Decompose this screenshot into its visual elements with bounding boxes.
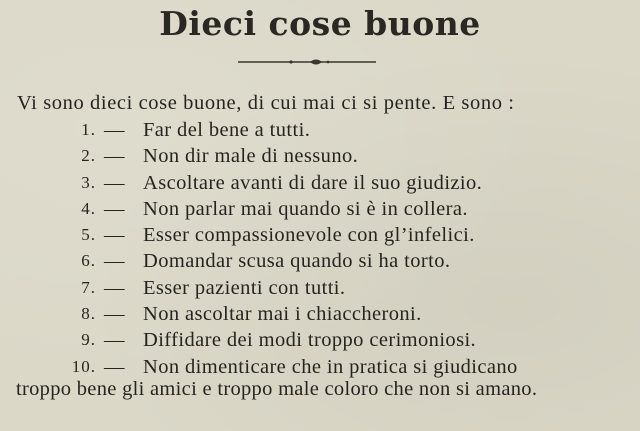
item-text: Far del bene a tutti. [143,119,311,141]
item-dash: — [104,276,125,299]
ornament-divider [236,55,378,69]
item-number: 6. [81,251,96,271]
item-dash: — [104,355,125,378]
item-number: 1. [81,120,96,139]
item-text: Non ascoltar mai i chiaccheroni. [143,303,422,326]
item-number: 10. [71,356,96,376]
item-text: Ascoltare avanti di dare il suo giudizio. [143,171,483,194]
item-number: 9. [81,330,96,350]
intro-text: Vi sono dieci cose buone, di cui mai ci si pente. E sono : [17,92,515,114]
item-dash: — [104,224,125,247]
item-text: Non dimenticare che in pratica si giudicano [143,355,518,378]
item-text: Esser pazienti con tutti. [143,276,346,299]
item-number: 3. [81,172,96,192]
item-text: Non dir male di nessuno. [143,145,359,168]
item-number: 8. [81,304,96,324]
item-dash: — [104,329,125,352]
item-text: Esser compassionevole con gl’infelici. [143,224,475,247]
item-number: 5. [81,225,96,245]
item-number: 2. [81,146,96,166]
item-number: 4. [81,198,96,218]
item-text: Non parlar mai quando si è in collera. [143,197,468,220]
item-dash: — [104,119,125,141]
item-dash: — [104,303,125,326]
item-dash: — [104,145,125,168]
item-dash: — [104,197,125,220]
item-number: 7. [81,277,96,297]
continuation-text: troppo bene gli amici e troppo male coloro che non si amano. [16,378,538,400]
item-dash: — [104,250,125,273]
item-text: Diffidare dei modi troppo cerimoniosi. [143,329,477,352]
item-text: Domandar scusa quando si ha torto. [143,250,451,273]
item-dash: — [104,171,125,194]
page-title: Dieci cose buone [159,4,481,43]
